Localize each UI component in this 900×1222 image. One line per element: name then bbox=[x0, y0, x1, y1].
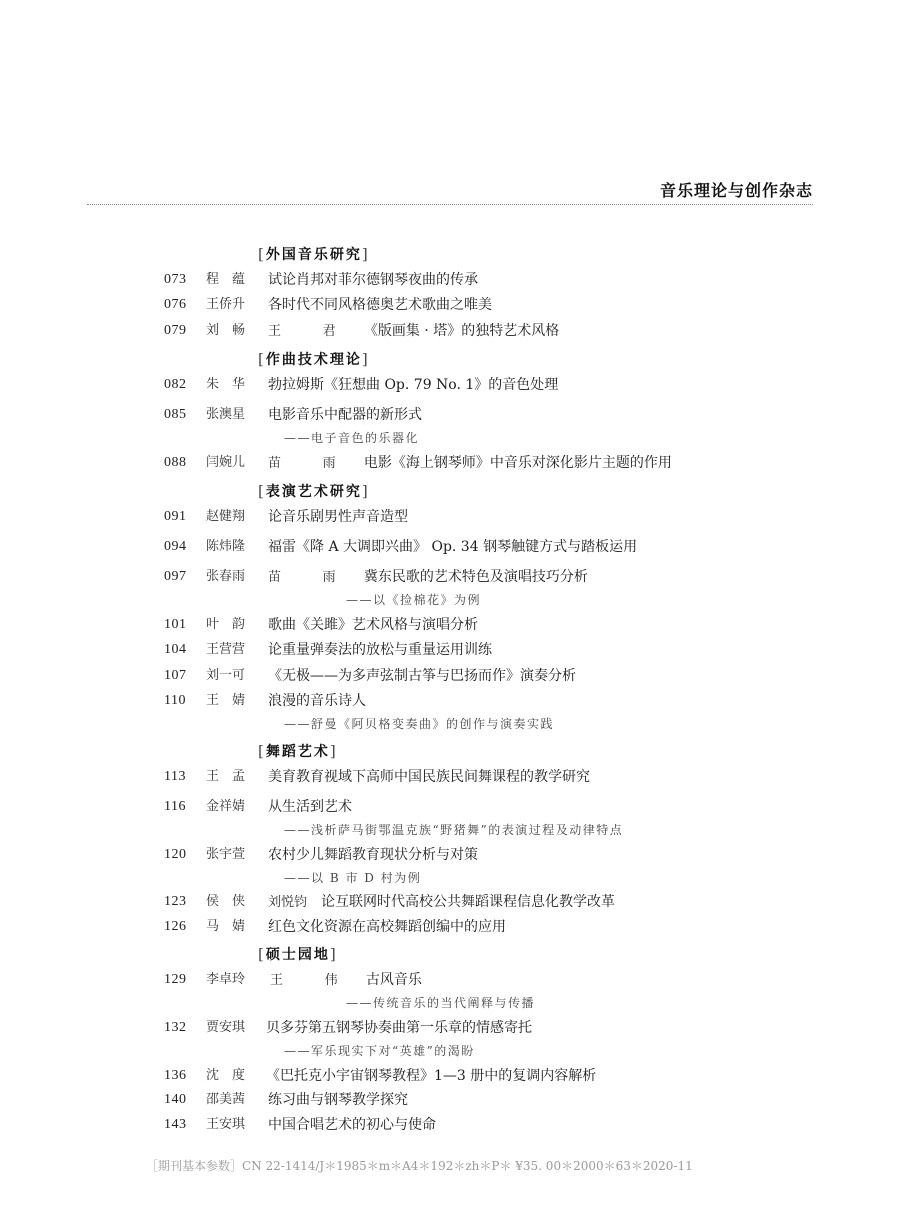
article-title: 美育教育视域下高师中国民族民间舞课程的教学研究 bbox=[268, 769, 590, 785]
article-title-line bbox=[270, 970, 422, 991]
page-number: 143 bbox=[164, 1117, 187, 1132]
page-number: 101 bbox=[164, 617, 187, 632]
page-number: 073 bbox=[164, 272, 187, 287]
toc-entry[interactable] bbox=[0, 507, 900, 529]
section-heading: [外国音乐研究] bbox=[258, 245, 370, 263]
toc-entry[interactable] bbox=[0, 567, 900, 589]
author-name: 张澳星 bbox=[206, 407, 246, 422]
toc-subtitle-row bbox=[0, 715, 900, 737]
article-subtitle: ——以 B 市 D 村为例 bbox=[284, 871, 422, 885]
article-title: 浪漫的音乐诗人 bbox=[268, 693, 366, 709]
article-subtitle: ——以《捡棉花》为例 bbox=[346, 593, 482, 607]
author-name: 张春雨 bbox=[206, 569, 246, 584]
article-title: 古风音乐 bbox=[365, 972, 422, 988]
toc-subtitle-row bbox=[0, 591, 900, 613]
page-number: 094 bbox=[164, 539, 187, 554]
page-number: 123 bbox=[164, 894, 187, 909]
author-name: 王营营 bbox=[206, 642, 246, 657]
toc-entry[interactable] bbox=[0, 845, 900, 867]
article-title: 试论肖邦对菲尔德钢琴夜曲的传承 bbox=[268, 272, 478, 288]
journal-parameters-footer: ［期刊基本参数］CN 22-1414/J＊1985＊m＊A4＊192＊zh＊P＊ ¥35. 00＊2000＊63＊2020-11 bbox=[146, 1159, 693, 1173]
article-subtitle: ——传统音乐的当代阐释与传播 bbox=[346, 996, 536, 1010]
toc-subtitle-row bbox=[0, 1042, 900, 1064]
toc-entry[interactable] bbox=[0, 537, 900, 559]
article-title: 贝多芬第五钢琴协奏曲第一乐章的情感寄托 bbox=[266, 1020, 532, 1036]
section-heading: [舞蹈艺术] bbox=[258, 742, 338, 760]
page-number: 136 bbox=[164, 1068, 187, 1083]
journal-title: 音乐理论与创作杂志 bbox=[659, 181, 813, 200]
page-number: 120 bbox=[164, 847, 187, 862]
article-title: 各时代不同风格德奥艺术歌曲之唯美 bbox=[268, 297, 492, 313]
toc-entry[interactable] bbox=[0, 295, 900, 317]
toc-entry[interactable] bbox=[0, 892, 900, 914]
toc-entry[interactable] bbox=[0, 375, 900, 397]
coauthor-name: 王 君 bbox=[268, 324, 350, 339]
toc-entry[interactable] bbox=[0, 1066, 900, 1088]
author-name: 李卓玲 bbox=[206, 972, 246, 987]
author-name: 闫婉儿 bbox=[206, 455, 246, 470]
toc-entry[interactable] bbox=[0, 917, 900, 939]
coauthor-name: 苗 雨 bbox=[268, 456, 350, 471]
article-title: 歌曲《关雎》艺术风格与演唱分析 bbox=[268, 617, 478, 633]
author-name: 王安琪 bbox=[206, 1117, 246, 1132]
article-title: 电影音乐中配器的新形式 bbox=[268, 407, 422, 423]
article-title: 《巴托克小宇宙钢琴教程》1—3 册中的复调内容解析 bbox=[266, 1068, 597, 1084]
article-title: 《版画集 · 塔》的独特艺术风格 bbox=[363, 323, 560, 339]
article-title: 农村少儿舞蹈教育现状分析与对策 bbox=[268, 847, 478, 863]
article-title-line bbox=[268, 567, 588, 588]
author-name: 陈炜隆 bbox=[206, 539, 246, 554]
article-title: 《无极——为多声弦制古筝与巴扬而作》演奏分析 bbox=[268, 668, 576, 684]
author-name: 刘 畅 bbox=[206, 323, 246, 338]
author-name: 邵美茜 bbox=[206, 1092, 246, 1107]
page-number: 079 bbox=[164, 323, 187, 338]
author-name: 王 婧 bbox=[206, 693, 246, 708]
article-title-line bbox=[268, 892, 615, 913]
article-title: 从生活到艺术 bbox=[268, 799, 352, 815]
article-title-line bbox=[268, 321, 559, 342]
toc-entry[interactable] bbox=[0, 691, 900, 713]
article-title-line bbox=[268, 453, 672, 474]
toc-entry[interactable] bbox=[0, 453, 900, 475]
coauthor-name: 苗 雨 bbox=[268, 570, 350, 585]
toc-entry[interactable] bbox=[0, 640, 900, 662]
article-subtitle: ——军乐现实下对“英雄”的渴盼 bbox=[284, 1044, 475, 1058]
toc-entry[interactable] bbox=[0, 615, 900, 637]
page-number: 097 bbox=[164, 569, 187, 584]
toc-subtitle-row bbox=[0, 869, 900, 891]
coauthor-name: 王 伟 bbox=[270, 973, 352, 988]
author-name: 刘一可 bbox=[206, 668, 246, 683]
page-number: 116 bbox=[164, 799, 186, 814]
page-number: 107 bbox=[164, 668, 187, 683]
article-title: 论重量弹奏法的放松与重量运用训练 bbox=[268, 642, 492, 658]
page-number: 132 bbox=[164, 1020, 187, 1035]
toc-entry[interactable] bbox=[0, 797, 900, 819]
author-name: 张宇萱 bbox=[206, 847, 246, 862]
author-name: 程 蕴 bbox=[206, 272, 246, 287]
section-heading: [作曲技术理论] bbox=[258, 350, 370, 368]
toc-entry[interactable] bbox=[0, 321, 900, 343]
toc-subtitle-row bbox=[0, 994, 900, 1016]
coauthor-name: 刘悦钧 bbox=[268, 895, 308, 910]
toc-subtitle-row bbox=[0, 429, 900, 451]
author-name: 马 婧 bbox=[206, 919, 246, 934]
article-title: 冀东民歌的艺术特色及演唱技巧分析 bbox=[363, 569, 588, 585]
author-name: 王侨升 bbox=[206, 297, 246, 312]
toc-entry[interactable] bbox=[0, 1090, 900, 1112]
toc-entry[interactable] bbox=[0, 270, 900, 292]
article-subtitle: ——电子音色的乐器化 bbox=[284, 431, 420, 445]
toc-entry[interactable] bbox=[0, 970, 900, 992]
toc-entry[interactable] bbox=[0, 767, 900, 789]
page-number: 085 bbox=[164, 407, 187, 422]
page-number: 140 bbox=[164, 1092, 187, 1107]
page-number: 104 bbox=[164, 642, 187, 657]
article-subtitle: ——舒曼《阿贝格变奏曲》的创作与演奏实践 bbox=[284, 717, 555, 731]
toc-entry[interactable] bbox=[0, 666, 900, 688]
page-number: 088 bbox=[164, 455, 187, 470]
author-name: 金祥婧 bbox=[206, 799, 246, 814]
author-name: 叶 韵 bbox=[206, 617, 246, 632]
article-title: 勃拉姆斯《狂想曲 Op. 79 No. 1》的音色处理 bbox=[268, 377, 559, 393]
author-name: 贾安琪 bbox=[206, 1020, 246, 1035]
toc-subtitle-row bbox=[0, 821, 900, 843]
page-number: 110 bbox=[164, 693, 186, 708]
toc-entry[interactable] bbox=[0, 1115, 900, 1137]
article-title: 电影《海上钢琴师》中音乐对深化影片主题的作用 bbox=[363, 455, 672, 471]
toc-entry[interactable] bbox=[0, 405, 900, 427]
author-name: 朱 华 bbox=[206, 377, 246, 392]
page-number: 113 bbox=[164, 769, 186, 784]
article-title: 练习曲与钢琴教学探究 bbox=[268, 1092, 408, 1108]
author-name: 王 孟 bbox=[206, 769, 246, 784]
article-title: 中国合唱艺术的初心与使命 bbox=[268, 1117, 436, 1133]
article-title: 论互联网时代高校公共舞蹈课程信息化教学改革 bbox=[321, 894, 616, 910]
author-name: 侯 侠 bbox=[206, 894, 246, 909]
page-number: 129 bbox=[164, 972, 187, 987]
article-title: 福雷《降 A 大调即兴曲》 Op. 34 钢琴触键方式与踏板运用 bbox=[268, 539, 638, 555]
author-name: 沈 度 bbox=[206, 1068, 246, 1083]
page-number: 126 bbox=[164, 919, 187, 934]
author-name: 赵健翔 bbox=[206, 509, 246, 524]
article-subtitle: ——浅析萨马街鄂温克族“野猪舞”的表演过程及动律特点 bbox=[284, 823, 624, 837]
section-heading: [硕士园地] bbox=[258, 945, 338, 963]
page-number: 076 bbox=[164, 297, 187, 312]
page-number: 082 bbox=[164, 377, 187, 392]
section-heading: [表演艺术研究] bbox=[258, 482, 370, 500]
toc-entry[interactable] bbox=[0, 1018, 900, 1040]
page-number: 091 bbox=[164, 509, 187, 524]
article-title: 论音乐剧男性声音造型 bbox=[268, 509, 408, 525]
article-title: 红色文化资源在高校舞蹈创编中的应用 bbox=[268, 919, 506, 935]
